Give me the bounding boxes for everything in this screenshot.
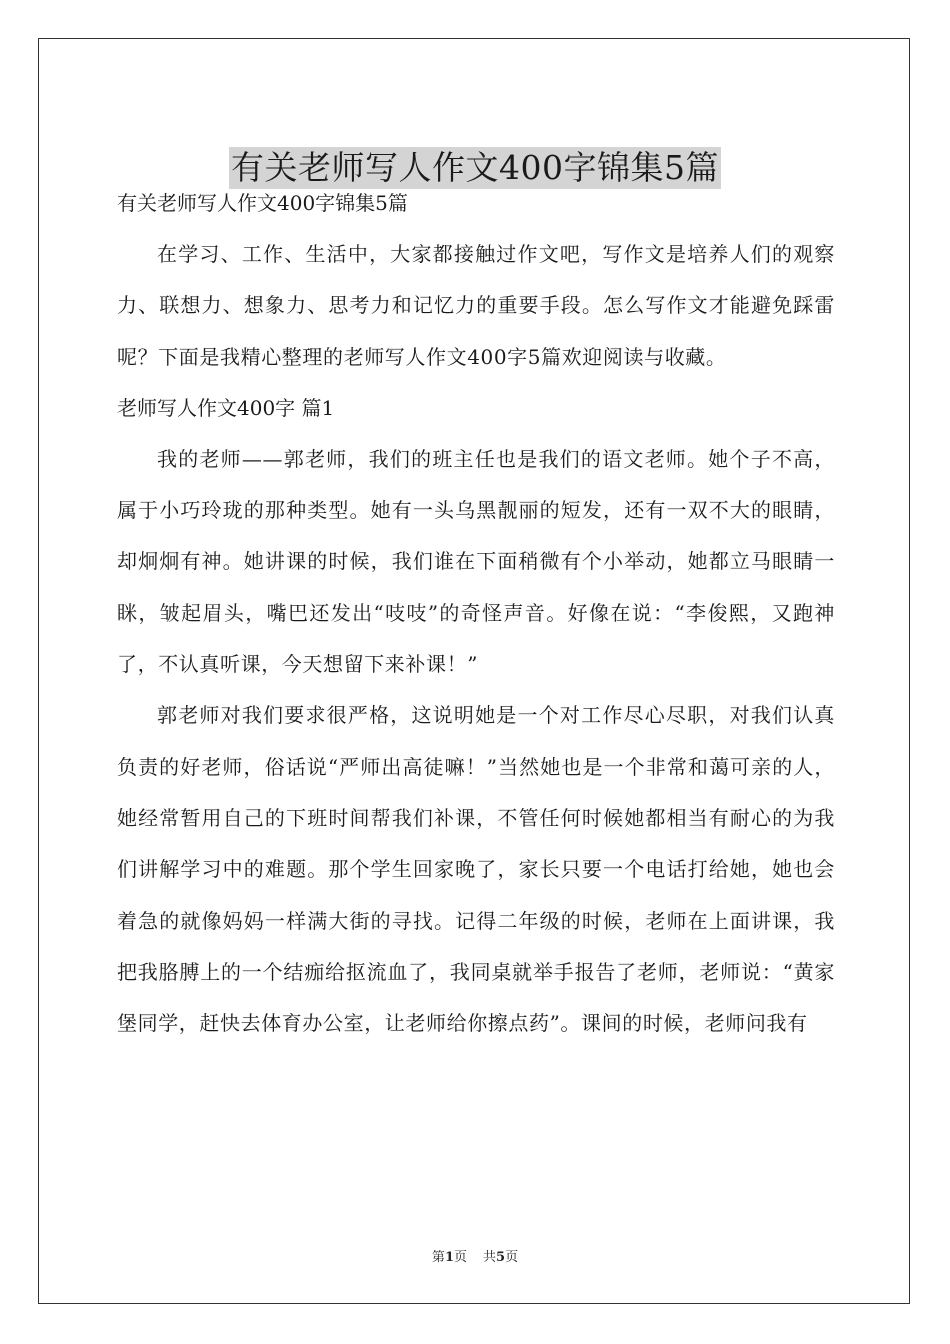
total-prefix: 共 [483, 1250, 497, 1265]
document-subtitle: 有关老师写人作文400字锦集5篇 [117, 191, 408, 215]
intro-paragraph: 在学习、工作、生活中，大家都接触过作文吧，写作文是培养人们的观察力、联想力、想象力、思考力和记忆力的重要手段。怎么写作文才能避免踩雷呢？下面是我精心整理的老师写人作文400字5篇欢迎阅读与收藏。 [117, 242, 835, 369]
body-paragraph-2: 郭老师对我们要求很严格，这说明她是一个对工作尽心尽职，对我们认真负责的好老师，俗话说“严师出高徒嘛！”当然她也是一个非常和蔼可亲的人，她经常暂用自己的下班时间帮我们补课，不管任何时候她都相当有耐心的为我们讲解学习中的难题。那个学生回家晚了，家长只要一个电话打给她，她也会着急的就像妈妈一样满大街的寻找。记得二年级的时候，老师在上面讲课，我把我胳膊上的一个结痂给抠流血了，我同桌就举手报告了老师，老师说：“黄家堡同学，赶快去体育办公室，让老师给你擦点药”。课间的时候，老师问我有 [117, 703, 835, 1036]
total-pages: 5 [496, 1250, 506, 1265]
total-suffix: 页 [505, 1250, 519, 1265]
document-title: 有关老师写人作文400字锦集5篇 [231, 148, 719, 188]
page-prefix: 第 [431, 1250, 445, 1265]
page-footer [0, 1246, 950, 1265]
section-heading: 老师写人作文400字 篇1 [117, 395, 335, 420]
document-body [117, 178, 835, 1049]
page-number: 1 [444, 1250, 454, 1265]
page-suffix: 页 [453, 1250, 467, 1265]
body-paragraph-1: 我的老师——郭老师，我们的班主任也是我们的语文老师。她个子不高，属于小巧玲珑的那种类型。她有一头乌黑靓丽的短发，还有一双不大的眼睛，却炯炯有神。她讲课的时候，我们谁在下面稍微有个小举动，她都立马眼睛一眯，皱起眉头，嘴巴还发出“吱吱”的奇怪声音。好像在说：“李俊熙，又跑神了，不认真听课，今天想留下来补课！” [117, 446, 835, 677]
